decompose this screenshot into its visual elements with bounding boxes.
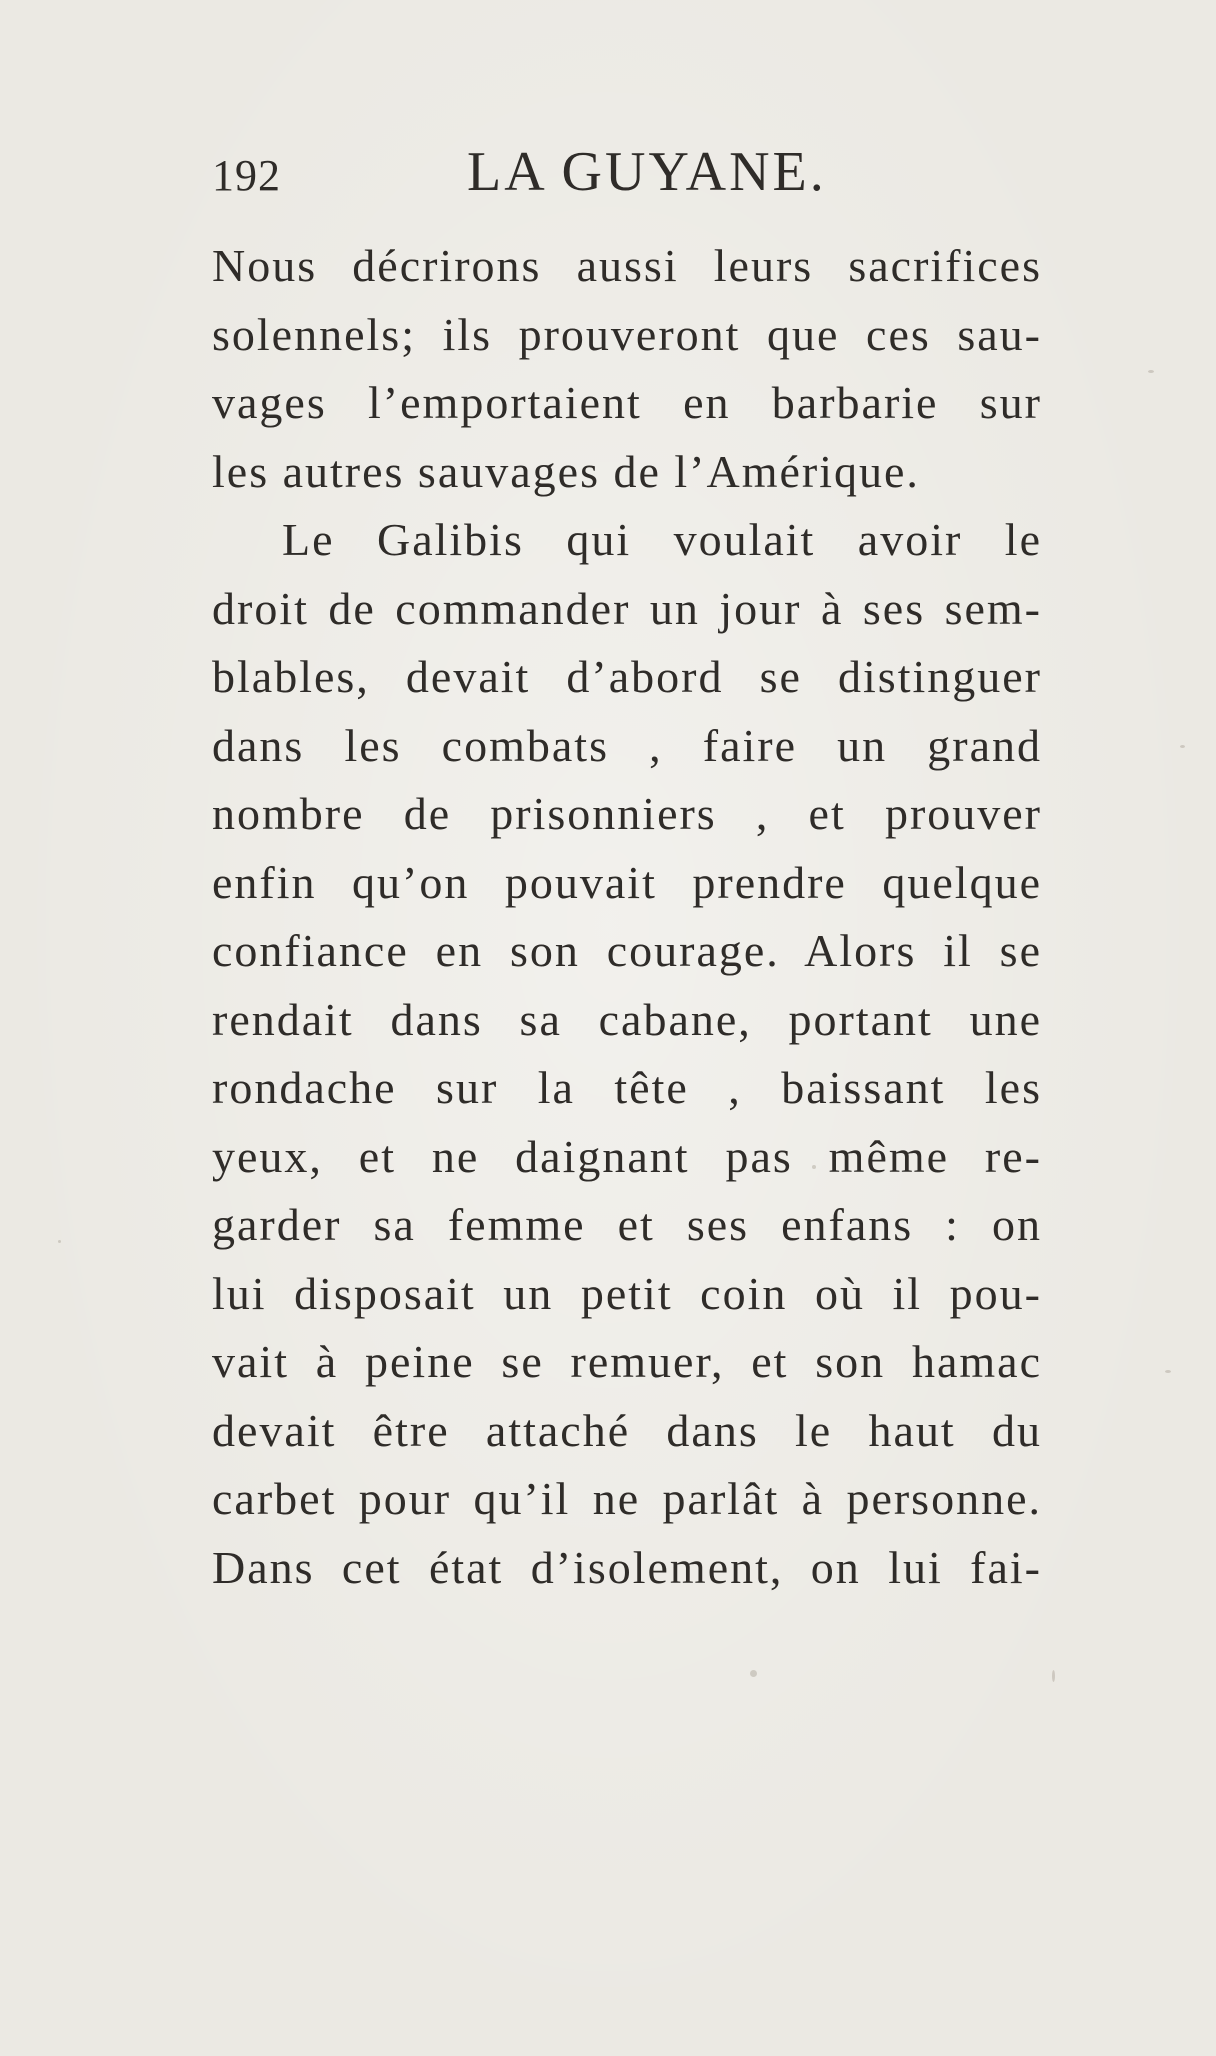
text-line: droit de commander un jour à ses sem- <box>212 582 1042 634</box>
text-line: blables, devait d’abord se distinguer <box>212 651 1042 702</box>
text-line: rendait dans sa cabane, portant une <box>212 993 1042 1045</box>
text-line: dans les combats , faire un grand <box>212 719 1042 771</box>
text-line: nombre de prisonniers , et prouver <box>212 788 1042 839</box>
text-line: devait être attaché dans le haut du <box>212 1404 1042 1456</box>
paper-speck <box>1148 370 1154 373</box>
text-line: enfin qu’on pouvait prendre quelque <box>212 856 1042 908</box>
paper-speck <box>812 1165 816 1169</box>
paper-speck <box>1165 1370 1171 1373</box>
paper-speck <box>750 1670 757 1677</box>
text-line: garder sa femme et ses enfans : on <box>212 1199 1042 1250</box>
text-line: Le Galibis qui voulait avoir le <box>282 514 1042 565</box>
running-title: LA GUYANE. <box>467 141 827 203</box>
text-line: vages l’emportaient en barbarie sur <box>212 377 1042 428</box>
body-text <box>212 232 1042 1602</box>
text-line: les autres sauvages de l’Amérique. <box>212 445 920 497</box>
text-line: vait à peine se remuer, et son hamac <box>212 1336 1042 1387</box>
text-line: rondache sur la tête , baissant les <box>212 1062 1042 1113</box>
paper-speck <box>1052 1670 1055 1682</box>
page-number: 192 <box>212 151 281 200</box>
text-line: confiance en son courage. Alors il se <box>212 925 1042 976</box>
text-line: solennels; ils prouveront que ces sau- <box>212 308 1042 360</box>
text-line: Nous décrirons aussi leurs sacrifices <box>212 240 1042 291</box>
page-header <box>212 140 1042 210</box>
text-line: lui disposait un petit coin où il pou- <box>212 1267 1042 1319</box>
text-line: Dans cet état d’isolement, on lui fai- <box>212 1541 1042 1593</box>
text-line: yeux, et ne daignant pas même re- <box>212 1130 1042 1182</box>
paper-speck <box>1180 745 1185 748</box>
text-line: carbet pour qu’il ne parlât à personne. <box>212 1473 1042 1524</box>
paper-speck <box>58 1240 61 1243</box>
